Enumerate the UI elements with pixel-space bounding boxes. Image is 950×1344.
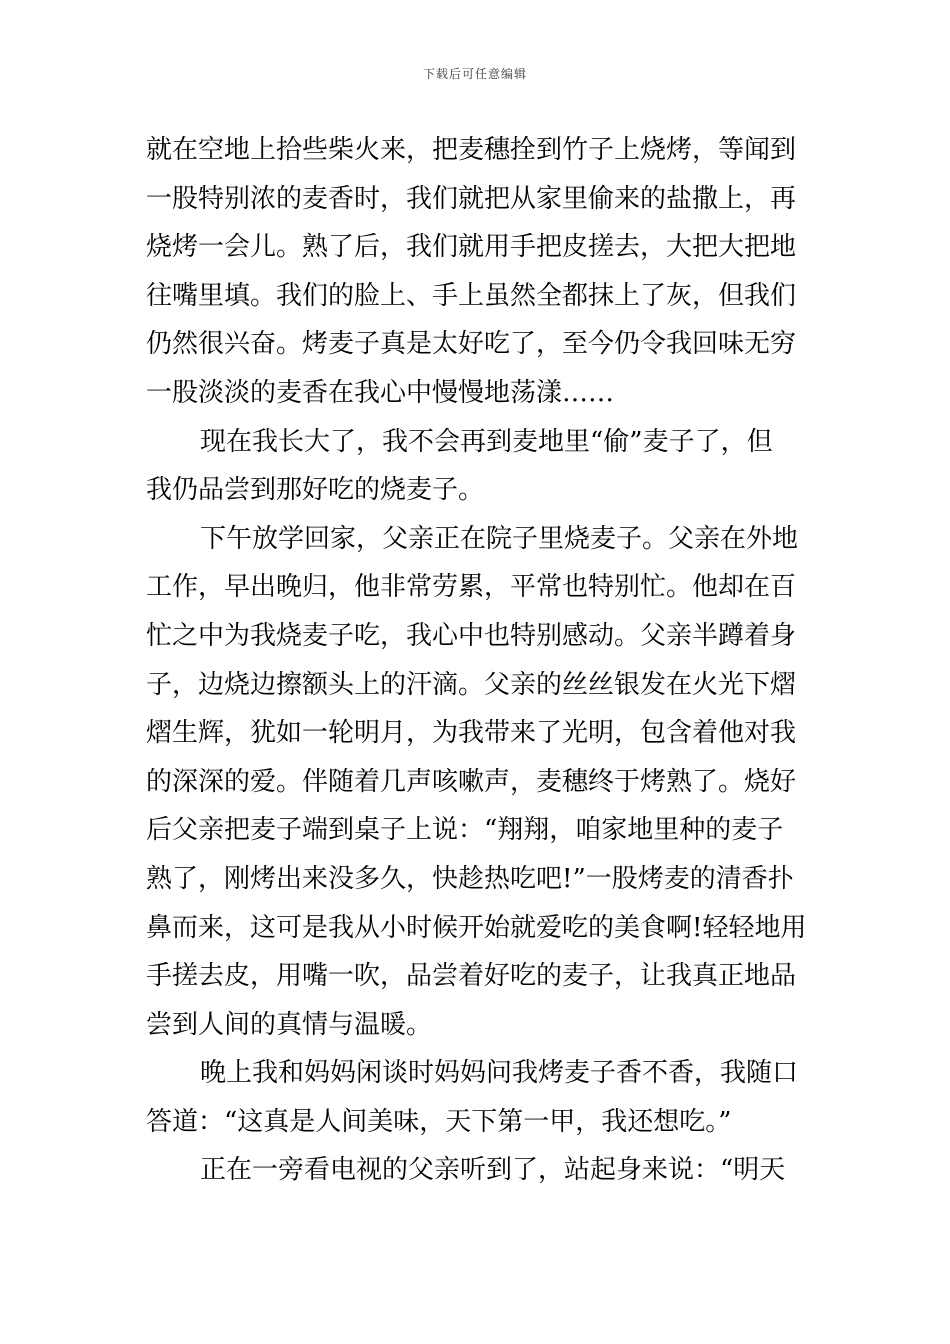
text-line: 尝到人间的真情与温暖。: [146, 1009, 433, 1040]
text-line: 烧烤一会儿。熟了后，我们就用手把皮搓去，大把大把地: [146, 232, 797, 263]
text-line: 我仍品尝到那好吃的烧麦子。: [146, 475, 485, 506]
text-line: 忙之中为我烧麦子吃，我心中也特别感动。父亲半蹲着身: [146, 620, 797, 651]
text-line: 晚上我和妈妈闲谈时妈妈问我烤麦子香不香，我随口: [200, 1058, 799, 1089]
text-line: 子，边烧边擦额头上的汗滴。父亲的丝丝银发在火光下熠: [146, 669, 797, 700]
text-line: 后父亲把麦子端到桌子上说：“翔翔，咱家地里种的麦子: [146, 815, 784, 846]
text-line: 现在我长大了，我不会再到麦地里“偷”麦子了，但: [200, 426, 773, 457]
text-line: 熟了，刚烤出来没多久，快趁热吃吧!”一股烤麦的清香扑: [146, 863, 794, 894]
text-line: 下午放学回家，父亲正在院子里烧麦子。父亲在外地: [200, 523, 799, 554]
text-line: 答道：“这真是人间美味，天下第一甲，我还想吃。”: [146, 1106, 732, 1137]
page-header: 下载后可任意编辑: [422, 67, 527, 81]
text-line: 鼻而来，这可是我从小时候开始就爱吃的美食啊!轻轻地用: [146, 912, 807, 943]
text-line: 一股淡淡的麦香在我心中慢慢地荡漾……: [146, 377, 615, 408]
text-line: 的深深的爱。伴随着几声咳嗽声，麦穗终于烤熟了。烧好: [146, 766, 797, 797]
text-line: 熠生辉，犹如一轮明月，为我带来了光明，包含着他对我: [146, 718, 797, 749]
text-line: 手搓去皮，用嘴一吹，品尝着好吃的麦子，让我真正地品: [146, 961, 797, 992]
text-line: 一股特别浓的麦香时，我们就把从家里偷来的盐撒上，再: [146, 183, 797, 214]
text-line: 往嘴里填。我们的脸上、手上虽然全都抹上了灰，但我们: [146, 280, 797, 311]
text-line: 工作，早出晚归，他非常劳累，平常也特别忙。他却在百: [146, 572, 797, 603]
text-line: 正在一旁看电视的父亲听到了，站起身来说：“明天: [200, 1155, 786, 1186]
body-text: [146, 126, 806, 1195]
text-line: 仍然很兴奋。烤麦子真是太好吃了，至今仍令我回味无穷: [146, 329, 797, 360]
text-line: 就在空地上拾些柴火来，把麦穗拴到竹子上烧烤，等闻到: [146, 135, 797, 165]
